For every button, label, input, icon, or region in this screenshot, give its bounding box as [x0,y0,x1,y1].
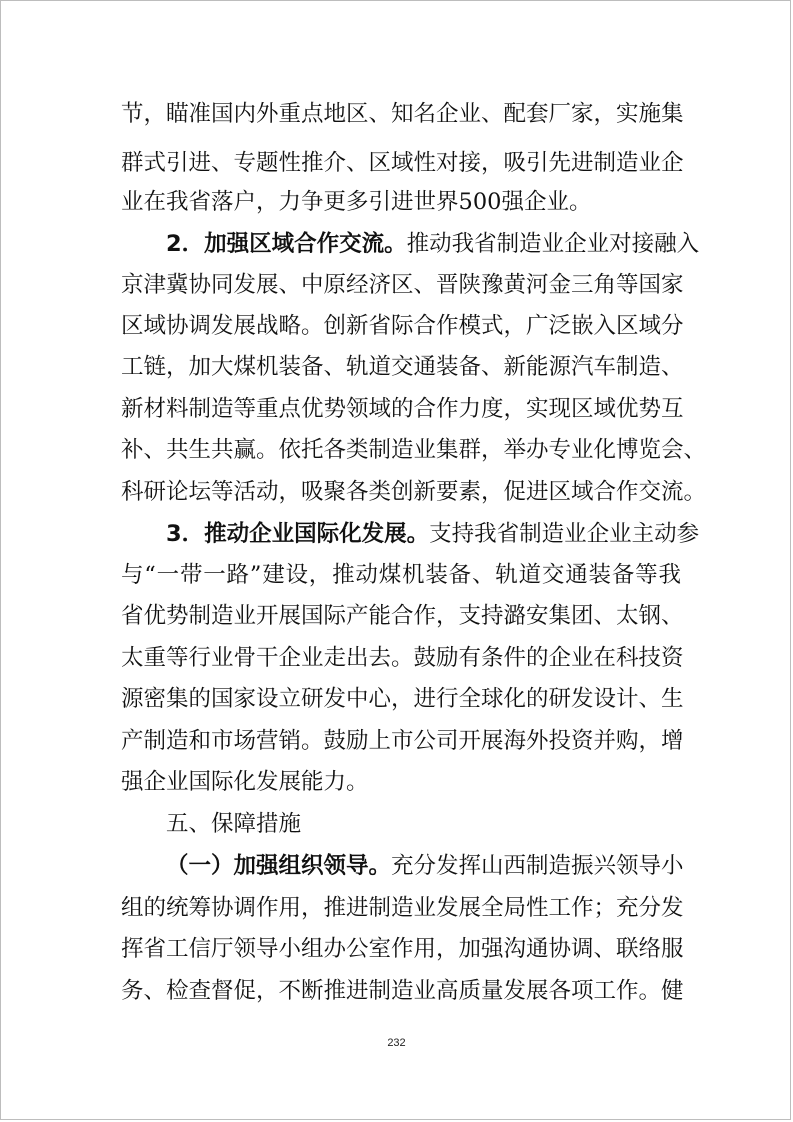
item-3-first-line [166,518,700,550]
text-line: 产制造和市场营销。鼓励上市公司开展海外投资并购，增 [121,728,684,754]
text-line: 工链，加大煤机装备、轨道交通装备、新能源汽车制造、 [121,354,684,380]
subsection-1-first-line [166,850,684,882]
item-2-title: 2．加强区域合作交流。 [166,231,407,257]
page-number: 232 [387,1037,406,1049]
text-line: 业在我省落户，力争更多引进世界500强企业。 [121,189,592,215]
text-line: 群式引进、专题性推介、区域性对接，吸引先进制造业企 [121,150,684,176]
section-heading: 五、保障措施 [166,811,302,837]
item-3-title: 3．推动企业国际化发展。 [166,521,430,547]
text-line: 科研论坛等活动，吸聚各类创新要素，促进区域合作交流。 [121,479,707,505]
text-line: 组的统筹协调作用，推进制造业发展全局性工作；充分发 [121,895,684,921]
text-line: 太重等行业骨干企业走出去。鼓励有条件的企业在科技资 [121,645,684,671]
text-line: 与“一带一路”建设，推动煤机装备、轨道交通装备等我 [121,562,681,588]
text-line: 京津冀协同发展、中原经济区、晋陕豫黄河金三角等国家 [121,272,684,298]
text-line: 新材料制造等重点优势领域的合作力度，实现区域优势互 [121,396,684,422]
item-3-first-rest: 支持我省制造业企业主动参 [429,521,700,547]
item-2-first-line [166,228,700,260]
text-line: 补、共生共赢。依托各类制造业集群，举办专业化博览会、 [121,437,707,463]
text-line: 省优势制造业开展国际产能合作，支持潞安集团、太钢、 [121,603,684,629]
text-line: 强企业国际化发展能力。 [121,769,369,795]
text-line: 源密集的国家设立研发中心，进行全球化的研发设计、生 [121,686,684,712]
item-2-first-rest: 推动我省制造业企业对接融入 [406,231,700,257]
text-line: 挥省工信厅领导小组办公室作用，加强沟通协调、联络服 [121,936,684,962]
subsection-1-first-rest: 充分发挥山西制造振兴领导小 [391,853,684,879]
text-line: 务、检查督促，不断推进制造业高质量发展各项工作。健 [121,978,684,1004]
subsection-1-title: （一）加强组织领导。 [166,853,392,879]
text-line: 节，瞄准国内外重点地区、知名企业、配套厂家，实施集 [121,101,684,127]
text-line: 区域协调发展战略。创新省际合作模式，广泛嵌入区域分 [121,313,684,339]
